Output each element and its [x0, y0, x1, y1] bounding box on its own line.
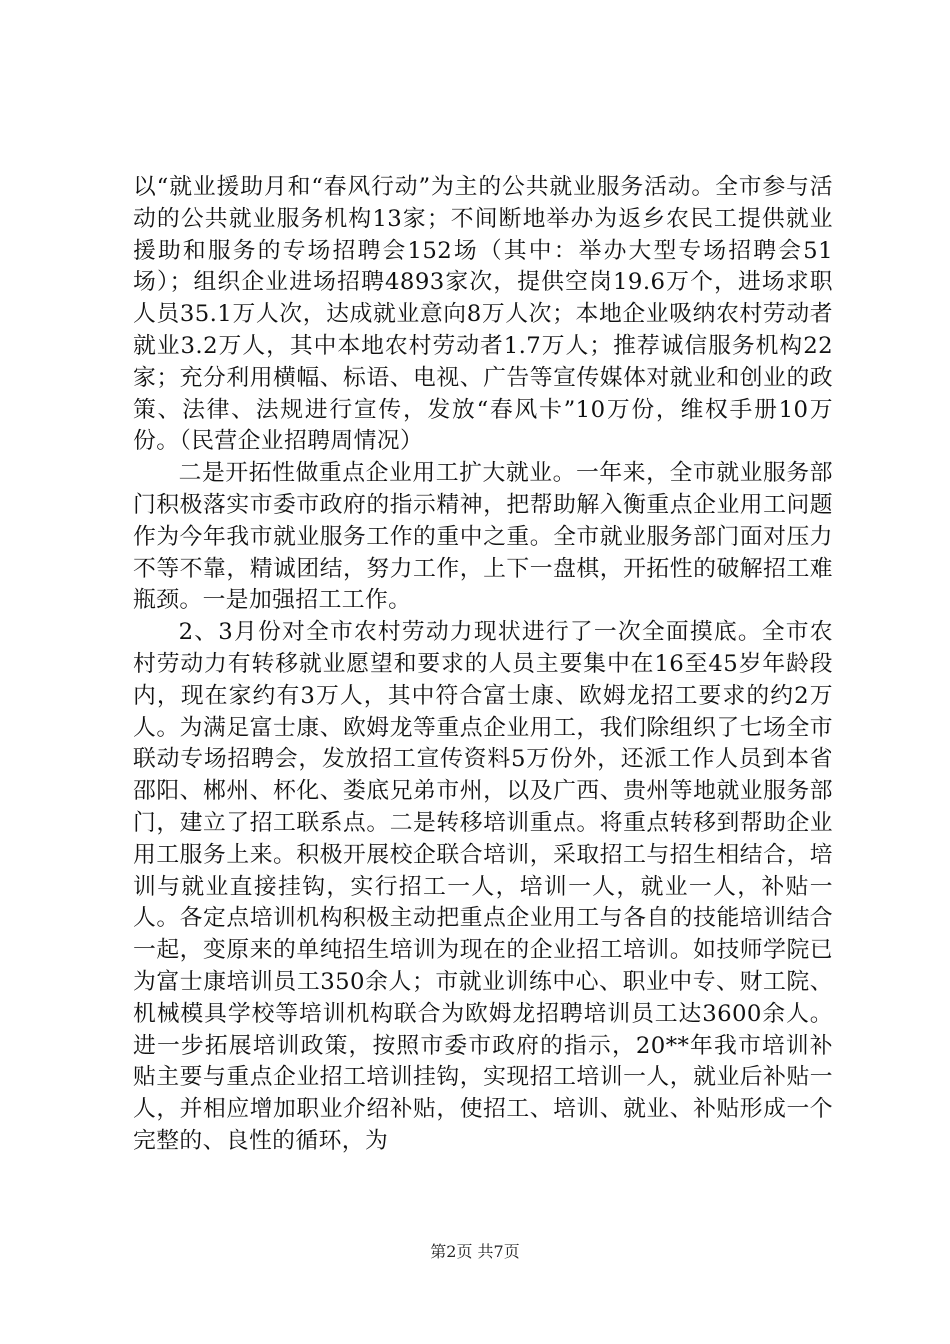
paragraph-1: 以“就业援助月和“春风行动”为主的公共就业服务活动。全市参与活动的公共就业服务机构13家；不间断地举办为返乡农民工提供就业援助和服务的专场招聘会152场（其中：举办大型专场招聘会51场）；组织企业进场招聘4893家次，提供空岗19.6万个，进场求职人员35.1万人次，达成就业意向8万人次；本地企业吸纳农村劳动者就业3.2万人，其中本地农村劳动者1.7万人；推荐诚信服务机构22家；充分利用横幅、标语、电视、广告等宣传媒体对就业和创业的政策、法律、法规进行宣传，发放“春风卡”10万份，维权手册10万份。（民营企业招聘周情况）	[133, 174, 833, 455]
document-body	[133, 172, 833, 1158]
paragraph-3: 2、3月份对全市农村劳动力现状进行了一次全面摸底。全市农村劳动力有转移就业愿望和要求的人员主要集中在16至45岁年龄段内，现在家约有3万人，其中符合富士康、欧姆龙招工要求的约2万人。为满足富士康、欧姆龙等重点企业用工，我们除组织了七场全市联动专场招聘会，发放招工宣传资料5万份外，还派工作人员到本省邵阳、郴州、杯化、娄底兄弟市州，以及广西、贵州等地就业服务部门，建立了招工联系点。二是转移培训重点。将重点转移到帮助企业用工服务上来。积极开展校企联合培训，采取招工与招生相结合，培训与就业直接挂钩，实行招工一人，培训一人，就业一人，补贴一人。各定点培训机构积极主动把重点企业用工与各自的技能培训结合一起，变原来的单纯招生培训为现在的企业招工培训。如技师学院已为富士康培训员工350余人；市就业训练中心、职业中专、财工院、机械模具学校等培训机构联合为欧姆龙招聘培训员工达3600余人。进一步拓展培训政策，按照市委市政府的指示，20**年我市培训补贴主要与重点企业招工培训挂钩，实现招工培训一人，就业后补贴一人，并相应增加职业介绍补贴，使招工、培训、就业、补贴形成一个完整的、良性的循环，为	[133, 619, 833, 1154]
page-footer	[0, 1242, 950, 1262]
paragraph-2: 二是开拓性做重点企业用工扩大就业。一年来，全市就业服务部门积极落实市委市政府的指示精神，把帮助解入衡重点企业用工问题作为今年我市就业服务工作的重中之重。全市就业服务部门面对压力不等不靠，精诚团结，努力工作，上下一盘棋，开拓性的破解招工难瓶颈。一是加强招工工作。	[133, 460, 833, 614]
page-number-label: 第2页 共7页	[430, 1242, 520, 1261]
